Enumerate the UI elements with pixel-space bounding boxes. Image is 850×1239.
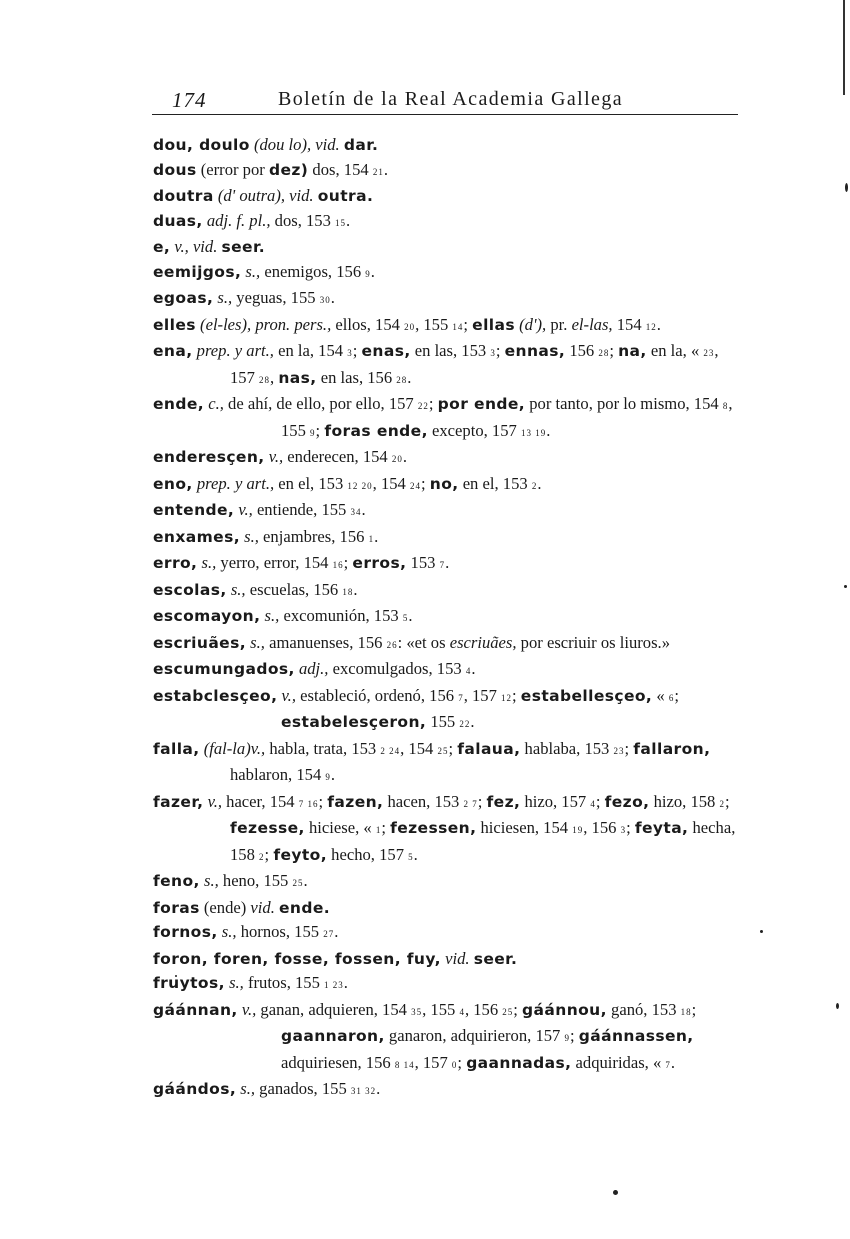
headword: feyta, — [634, 819, 689, 837]
entry-text: , 156 — [464, 999, 503, 1019]
headword: erros, — [352, 554, 407, 572]
entry-text: en la, « — [646, 341, 704, 360]
entry-text: 153 — [406, 553, 440, 572]
line-reference: 4 — [590, 798, 596, 809]
entry-text: hiciese, « — [304, 818, 376, 837]
entry-text: . — [376, 1079, 381, 1098]
italic-note: s., — [221, 922, 237, 941]
entry-text: « — [652, 685, 669, 705]
entry-text: , 155 — [415, 314, 453, 334]
scan-speck — [845, 183, 848, 192]
line-reference: 13 19 — [520, 427, 547, 438]
entry-text: ganan, adquieren, 154 — [256, 999, 412, 1019]
headword: eno, — [153, 474, 193, 493]
line-reference: 3 — [347, 348, 353, 358]
glossary-entry — [153, 657, 743, 684]
headword: na, — [618, 342, 647, 360]
entry-text: adquiriesen, 156 — [281, 1052, 395, 1072]
glossary-entry — [153, 684, 743, 737]
entry-text: ; — [595, 791, 605, 811]
glossary-entry — [153, 896, 743, 921]
entry-text: hecha, 158 — [230, 818, 736, 864]
entry-text: , 157 — [463, 685, 502, 705]
entry-text: enemigos, 156 — [260, 261, 366, 281]
headword: seer. — [221, 238, 266, 256]
entry-text: ; — [512, 685, 521, 705]
entry-text: ; — [691, 999, 697, 1019]
entry-text: enderecen, 154 — [283, 447, 392, 466]
entry-text: excomulgados, 153 — [328, 659, 466, 678]
headword: fazer, — [153, 792, 204, 811]
glossary-entry — [153, 472, 743, 499]
headword: falla, — [153, 739, 200, 758]
headword: foras — [153, 898, 200, 917]
entry-text: por tanto, por lo mismo, 154 — [525, 394, 723, 413]
entry-text: ; — [352, 341, 362, 360]
entry-text: yeguas, 155 — [232, 288, 320, 307]
entry-text: . — [402, 447, 408, 466]
line-reference: 12 20 — [347, 480, 373, 491]
glossary-entry — [153, 235, 743, 260]
line-reference: 7 — [665, 1059, 671, 1070]
scan-speck — [844, 585, 847, 588]
entry-text: , 157 — [414, 1052, 452, 1072]
entry-text: . — [346, 210, 351, 230]
entry-text: hecho, 157 — [327, 844, 409, 864]
headword: escriuães, — [153, 633, 247, 652]
line-reference: 18 — [680, 1006, 692, 1017]
glossary-entry — [153, 158, 743, 185]
glossary-entry — [153, 737, 743, 790]
headword: seer. — [473, 949, 518, 968]
entry-text: ; — [264, 844, 274, 864]
entry-text: ; — [725, 791, 730, 811]
line-reference: 28 — [396, 374, 408, 385]
entry-text: . — [470, 712, 475, 731]
entry-text: , 154 — [400, 738, 438, 758]
entry-text: enjambres, 156 — [258, 526, 369, 546]
line-reference: 12 — [501, 692, 513, 703]
glossary-entry — [153, 184, 743, 209]
line-reference: 25 — [437, 745, 449, 756]
entry-text: hiciesen, 154 — [476, 818, 573, 837]
italic-note: v., — [238, 500, 253, 519]
line-reference: 1 — [368, 533, 375, 544]
headword: gaannadas, — [466, 1053, 572, 1072]
entry-text: , 154 — [372, 473, 410, 493]
line-reference: 9 — [310, 427, 316, 438]
glossary-entry — [153, 604, 743, 631]
line-reference: 2 24 — [380, 745, 401, 756]
italic-note: v., — [241, 999, 257, 1019]
italic-note: s., — [250, 632, 265, 652]
headword: dar. — [343, 136, 379, 154]
headword: enderesçen, — [153, 448, 265, 466]
line-reference: 26 — [386, 639, 398, 650]
glossary-entry — [153, 392, 743, 445]
entry-text: . — [334, 922, 339, 941]
entry-text: ganó, 153 — [606, 999, 681, 1019]
entry-text: . — [343, 973, 348, 992]
italic-note: vid. — [445, 948, 470, 968]
entry-text: hornos, 155 — [236, 922, 324, 941]
entry-text: . — [537, 473, 542, 493]
headword: fezesse, — [230, 819, 305, 837]
line-reference: 7 — [458, 692, 464, 703]
headword: ennas, — [504, 342, 566, 360]
headword: fazen, — [327, 792, 384, 811]
line-reference: 14 — [452, 321, 464, 332]
entry-text: ; — [626, 818, 635, 837]
headword: estabelesçeron, — [281, 713, 427, 731]
entry-text: , 155 — [422, 999, 460, 1019]
entry-text: escuelas, 156 — [245, 579, 343, 599]
entry-text: . — [330, 288, 335, 307]
headword: feyto, — [273, 845, 328, 864]
line-reference: 2 — [259, 851, 265, 862]
running-title: Boletín de la Real Academia Gallega — [278, 88, 623, 110]
entry-text: . — [383, 159, 388, 179]
headword: erro, — [153, 554, 198, 572]
scan-speck — [836, 1003, 839, 1009]
headword: outra. — [317, 187, 374, 205]
line-reference: 3 — [490, 348, 496, 358]
italic-note: s., — [229, 973, 244, 992]
entry-text: entiende, 155 — [252, 500, 351, 519]
headword: e, — [153, 238, 171, 256]
headword: foron, foren, fosse, fossen, fuy, — [153, 949, 441, 968]
entry-text: por escriuir os liuros.» — [516, 632, 670, 652]
headword: fezo, — [604, 792, 650, 811]
line-reference: 23 — [703, 348, 715, 358]
entry-text: ganados, 155 — [255, 1079, 351, 1098]
italic-note: prep. y art., — [196, 473, 275, 493]
headword: dous — [153, 160, 197, 179]
line-reference: 2 — [531, 480, 538, 491]
glossary-entries — [153, 133, 743, 1104]
headword: fez, — [486, 792, 521, 811]
italic-note: v., — [268, 447, 284, 466]
headword: fezessen, — [390, 819, 477, 837]
entry-text: de ahí, de ello, por ello, 157 — [223, 394, 418, 413]
italic-note: v., — [207, 791, 222, 811]
headword: escomayon, — [153, 607, 261, 625]
entry-text: . — [407, 367, 412, 387]
entry-text: . — [546, 420, 551, 440]
entry-text: ganaron, adquirieron, 157 — [384, 1026, 565, 1045]
entry-text: , 156 — [583, 818, 621, 837]
line-reference: 28 — [259, 374, 271, 385]
headword: ena, — [153, 342, 193, 360]
line-reference: 22 — [417, 401, 429, 411]
entry-text: dos, 153 — [270, 210, 336, 230]
line-reference: 9 — [365, 268, 371, 279]
page-number: 174 — [172, 88, 207, 112]
line-reference: 23 — [613, 745, 625, 756]
entry-text: heno, 155 — [218, 871, 293, 890]
headword: ende, — [153, 395, 205, 413]
line-reference: 12 — [645, 321, 657, 332]
entry-text: : «et os — [397, 632, 450, 652]
italic-note: s., — [264, 606, 280, 625]
entry-text: ; — [381, 818, 391, 837]
entry-text: hizo, 157 — [520, 791, 591, 811]
italic-note: prep. y art., — [196, 341, 274, 360]
line-reference: 5 — [402, 613, 409, 623]
line-reference: 27 — [323, 929, 335, 939]
headword: fruytos, — [153, 974, 225, 992]
line-reference: 22 — [459, 719, 471, 729]
entry-text: (ende) — [199, 897, 251, 917]
line-reference: 1 — [375, 825, 382, 835]
line-reference: 30 — [319, 295, 331, 305]
italic-note: adj. f. pl., — [206, 210, 271, 230]
entry-text: hacer, 154 — [222, 791, 299, 811]
headword: feno, — [153, 872, 200, 890]
glossary-entry — [153, 1077, 743, 1104]
entry-text: frutos, 155 — [243, 973, 325, 992]
headword: elles — [153, 315, 196, 334]
line-reference: 4 — [465, 666, 472, 676]
italic-note: el-las, — [571, 314, 613, 334]
glossary-entry — [153, 920, 743, 947]
entry-text: 154 — [612, 314, 646, 334]
line-reference: 18 — [342, 586, 354, 597]
headword: enas, — [361, 342, 411, 360]
entry-text: ; — [428, 394, 438, 413]
entry-text: . — [370, 261, 375, 281]
entry-text: 156 — [565, 341, 599, 360]
entry-text: en el, 153 — [458, 473, 532, 493]
entry-text: . — [374, 526, 379, 546]
glossary-entry — [153, 790, 743, 870]
entry-text: pr. — [546, 314, 572, 334]
line-reference: 9 — [564, 1033, 570, 1043]
italic-note: s., — [203, 871, 219, 890]
italic-note: s., — [240, 1079, 256, 1098]
glossary-entry — [153, 133, 743, 158]
glossary-entry — [153, 631, 743, 658]
glossary-entry — [153, 286, 743, 313]
headword: gáándos, — [153, 1080, 237, 1098]
entry-text: . — [408, 606, 413, 625]
entry-text: ; — [448, 738, 458, 758]
line-reference: 8 14 — [394, 1059, 415, 1070]
headword: estabellesçeo, — [520, 686, 653, 705]
glossary-entry — [153, 498, 743, 525]
line-reference: 2 7 — [463, 798, 478, 809]
line-reference: 28 — [598, 348, 610, 358]
italic-note: c., — [208, 394, 224, 413]
entry-text: . — [303, 871, 308, 890]
italic-note: escriuães, — [449, 632, 517, 652]
italic-note: (d'), — [519, 314, 547, 334]
italic-note: (el-les), pron. pers., — [200, 314, 332, 334]
entry-text: ; — [624, 738, 634, 758]
entry-text: ; — [609, 341, 619, 360]
line-reference: 34 — [350, 507, 362, 517]
italic-note: v., — [281, 685, 296, 705]
italic-note: vid. — [250, 897, 275, 917]
italic-note: (fal-la)v., — [203, 738, 266, 758]
glossary-entry — [153, 313, 743, 340]
line-reference: 20 — [391, 454, 403, 464]
entry-text: . — [670, 1052, 676, 1072]
entry-text: ; — [315, 420, 325, 440]
entry-text: ; — [569, 1026, 579, 1045]
glossary-entry — [153, 869, 743, 896]
headword: gáánnan, — [153, 1000, 238, 1019]
entry-text: ; — [421, 473, 430, 493]
entry-text: , — [270, 367, 279, 387]
headword: duas, — [153, 211, 203, 230]
headword: dou, doulo — [153, 136, 250, 154]
line-reference: 8 — [722, 401, 729, 411]
entry-text: ; — [674, 685, 679, 705]
headword: egoas, — [153, 289, 214, 307]
scan-speck — [613, 1190, 618, 1195]
entry-text: hacen, 153 — [383, 791, 464, 811]
headword: eemijgos, — [153, 262, 242, 281]
headword: enxames, — [153, 527, 240, 546]
headword: ende. — [279, 898, 331, 917]
entry-text: . — [330, 765, 336, 784]
headword: fornos, — [153, 923, 218, 941]
line-reference: 3 — [620, 825, 627, 835]
scan-speck — [760, 930, 763, 933]
italic-note: v., vid. — [174, 237, 218, 256]
line-reference: 1 23 — [324, 980, 344, 990]
headword: por ende, — [437, 395, 526, 413]
glossary-entry — [153, 209, 743, 236]
line-reference: 25 — [502, 1006, 514, 1017]
italic-note: s., — [244, 526, 259, 546]
entry-text: habla, trata, 153 — [265, 738, 381, 758]
italic-note: (dou lo), vid. — [253, 135, 340, 154]
headword: entende, — [153, 501, 235, 519]
line-reference: 15 — [335, 217, 347, 228]
entry-text: yerro, error, 154 — [216, 553, 333, 572]
line-reference: 9 — [325, 772, 331, 782]
entry-text: , 157 — [230, 341, 719, 387]
line-reference: 19 — [572, 825, 584, 835]
entry-text: en las, 156 — [316, 367, 397, 387]
entry-text: (error por — [196, 159, 269, 179]
line-reference: 16 — [332, 560, 344, 570]
entry-text: . — [656, 314, 661, 334]
italic-note: s., — [230, 579, 246, 599]
entry-text: . — [353, 579, 358, 599]
entry-text: estableció, ordenó, 156 — [295, 685, 459, 705]
entry-text: ; — [495, 341, 505, 360]
glossary-entry — [153, 578, 743, 605]
headword: dez) — [268, 160, 309, 179]
headword: falaua, — [457, 739, 521, 758]
headword: escumungados, — [153, 660, 295, 678]
line-reference: 2 — [719, 798, 726, 809]
entry-text: . — [361, 500, 366, 519]
entry-text: excomunión, 153 — [279, 606, 403, 625]
entry-text: , 155 — [281, 394, 733, 440]
page-header — [152, 86, 738, 115]
italic-note: s., — [201, 553, 217, 572]
entry-text: dos, 154 — [308, 159, 373, 179]
line-reference: 6 — [668, 692, 675, 703]
entry-text: 155 — [426, 712, 460, 731]
headword: estabclesçeo, — [153, 686, 278, 705]
entry-text: ; — [457, 1052, 467, 1072]
headword: fallaron, — [633, 739, 711, 758]
entry-text: en las, 153 — [410, 341, 491, 360]
headword: no, — [429, 474, 459, 493]
line-reference: 20 — [404, 321, 416, 332]
italic-note: (d' outra), vid. — [217, 186, 314, 205]
headword: gáánnassen, — [578, 1027, 694, 1045]
entry-text: en la, 154 — [273, 341, 348, 360]
entry-text: ; — [343, 553, 353, 572]
entry-text: ; — [463, 314, 473, 334]
line-reference: 21 — [372, 166, 384, 177]
italic-note: s., — [217, 288, 233, 307]
italic-note: adj., — [298, 659, 329, 678]
italic-note: s., — [245, 261, 261, 281]
glossary-entry — [153, 525, 743, 552]
headword: escolas, — [153, 580, 227, 599]
glossary-entry — [153, 339, 743, 392]
line-reference: 5 — [408, 851, 414, 862]
line-reference: 7 16 — [298, 798, 319, 809]
glossary-entry — [153, 998, 743, 1078]
entry-text: en el, 153 — [274, 473, 348, 493]
entry-text: ; — [477, 791, 487, 811]
entry-text: ; — [513, 999, 523, 1019]
glossary-entry — [153, 445, 743, 472]
entry-text: . — [445, 553, 450, 572]
entry-text: excepto, 157 — [427, 420, 521, 440]
line-reference: 25 — [292, 878, 304, 888]
headword: ellas — [472, 315, 515, 334]
line-reference: 0 — [451, 1059, 458, 1070]
entry-text: amanuenses, 156 — [264, 632, 387, 652]
line-reference: 24 — [410, 480, 421, 491]
entry-text: hizo, 158 — [649, 791, 720, 811]
entry-text: hablaron, 154 — [230, 765, 326, 784]
headword: gáánnou, — [522, 1000, 607, 1019]
glossary-entry — [153, 260, 743, 287]
entry-text: adquiridas, « — [571, 1052, 666, 1072]
line-reference: 7 — [439, 560, 446, 570]
headword: nas, — [278, 368, 317, 387]
entry-text: . — [413, 844, 418, 864]
line-reference: 35 — [411, 1006, 423, 1017]
line-reference: 31 32 — [350, 1086, 377, 1096]
glossary-entry — [153, 551, 743, 578]
glossary-entry — [153, 947, 743, 972]
entry-text: ; — [318, 791, 328, 811]
headword: foras ende, — [324, 421, 428, 440]
entry-text: . — [471, 659, 476, 678]
entry-text: ellos, 154 — [331, 314, 405, 334]
line-reference: 4 — [459, 1006, 465, 1017]
glossary-entry — [153, 971, 743, 998]
scan-edge-line — [843, 0, 845, 95]
entry-text: hablaba, 153 — [520, 738, 614, 758]
headword: doutra — [153, 187, 214, 205]
headword: gaannaron, — [281, 1027, 385, 1045]
